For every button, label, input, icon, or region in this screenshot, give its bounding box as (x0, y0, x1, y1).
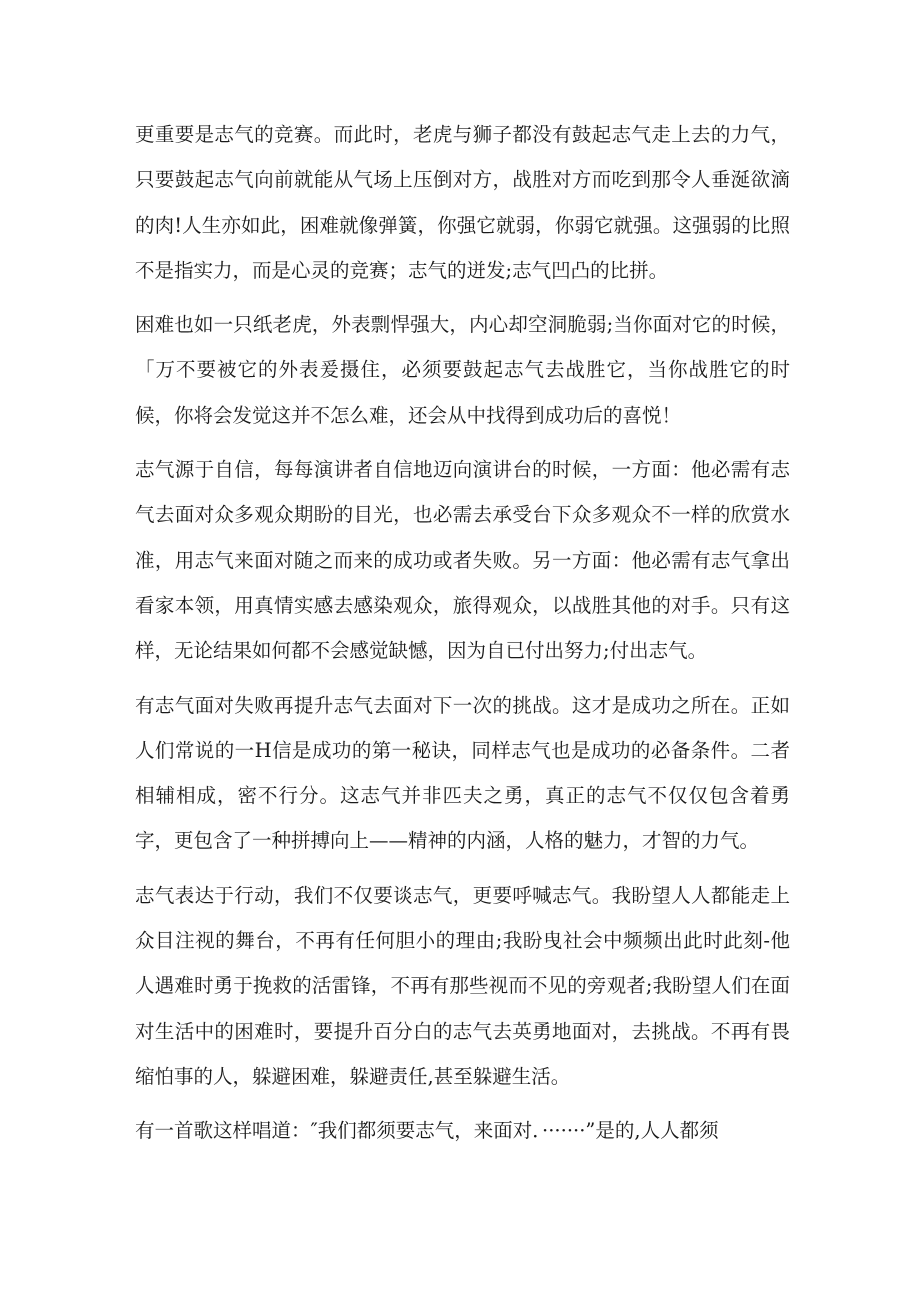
paragraph-2: 困难也如一只纸老虎，外表剽悍强大，内心却空洞脆弱;当你面对它的时候，「万不要被它的外表爰摄住，必须要鼓起志气去战胜它，当你战胜它的时候，你将会发觉这并不怎么难，还会从中找得到成功后的喜悦！ (135, 313, 790, 427)
paragraph-4: 有志气面对失败再提升志气去面对下一次的挑战。这才是成功之所在。正如人们常说的一H信是成功的第一秘诀，同样志气也是成功的必备条件。二者相辅相成，密不行分。这志气并非匹夫之勇，真正的志气不仅仅包含着勇字，更包含了一种拼搏向上——精神的内涵，人格的魅力，才智的力气。 (135, 693, 790, 853)
essay-body (135, 112, 790, 1154)
paragraph-5: 志气表达于行动，我们不仅要谈志气，更要呼喊志气。我盼望人人都能走上众目注视的舞台，不再有任何胆小的理由;我盼曳社会中频频出此时此刻-他人遇难时勇于挽救的活雷锋，不再有那些视而不见的旁观者;我盼望人们在面对生活中的困难时，要提升百分白的志气去英勇地面对，去挑战。不再有畏缩怕事的人，躲避困难，躲避责任,甚至躲避生活。 (135, 883, 790, 1088)
paragraph-6: 有一首歌这样唱道：″我们都须要志气，来面对．·······”是的,人人都须 (135, 1119, 719, 1143)
paragraph-3: 志气源于自信，每每演讲者自信地迈向演讲台的时候，一方面：他必需有志气去面对众多观众期盼的目光，也必需去承受台下众多观众不一样的欣赏水准，用志气来面对随之而来的成功或者失败。另一方面：他必需有志气拿出看家本领，用真情实感去感染观众，旅得观众，以战胜其他的对手。只有这样，无论结果如何都不会感觉缺憾，因为自已付出努力;付出志气。 (135, 458, 790, 663)
paragraph-1: 更重要是志气的竞赛。而此时，老虎与狮子都没有鼓起志气走上去的力气，只要鼓起志气向前就能从气场上压倒对方，战胜对方而吃到那令人垂涎欲滴的肉!人生亦如此，困难就像弹簧，你强它就弱，你弱它就强。这强弱的比照不是指实力，而是心灵的竞赛；志气的迸发;志气凹凸的比拼。 (135, 123, 790, 282)
